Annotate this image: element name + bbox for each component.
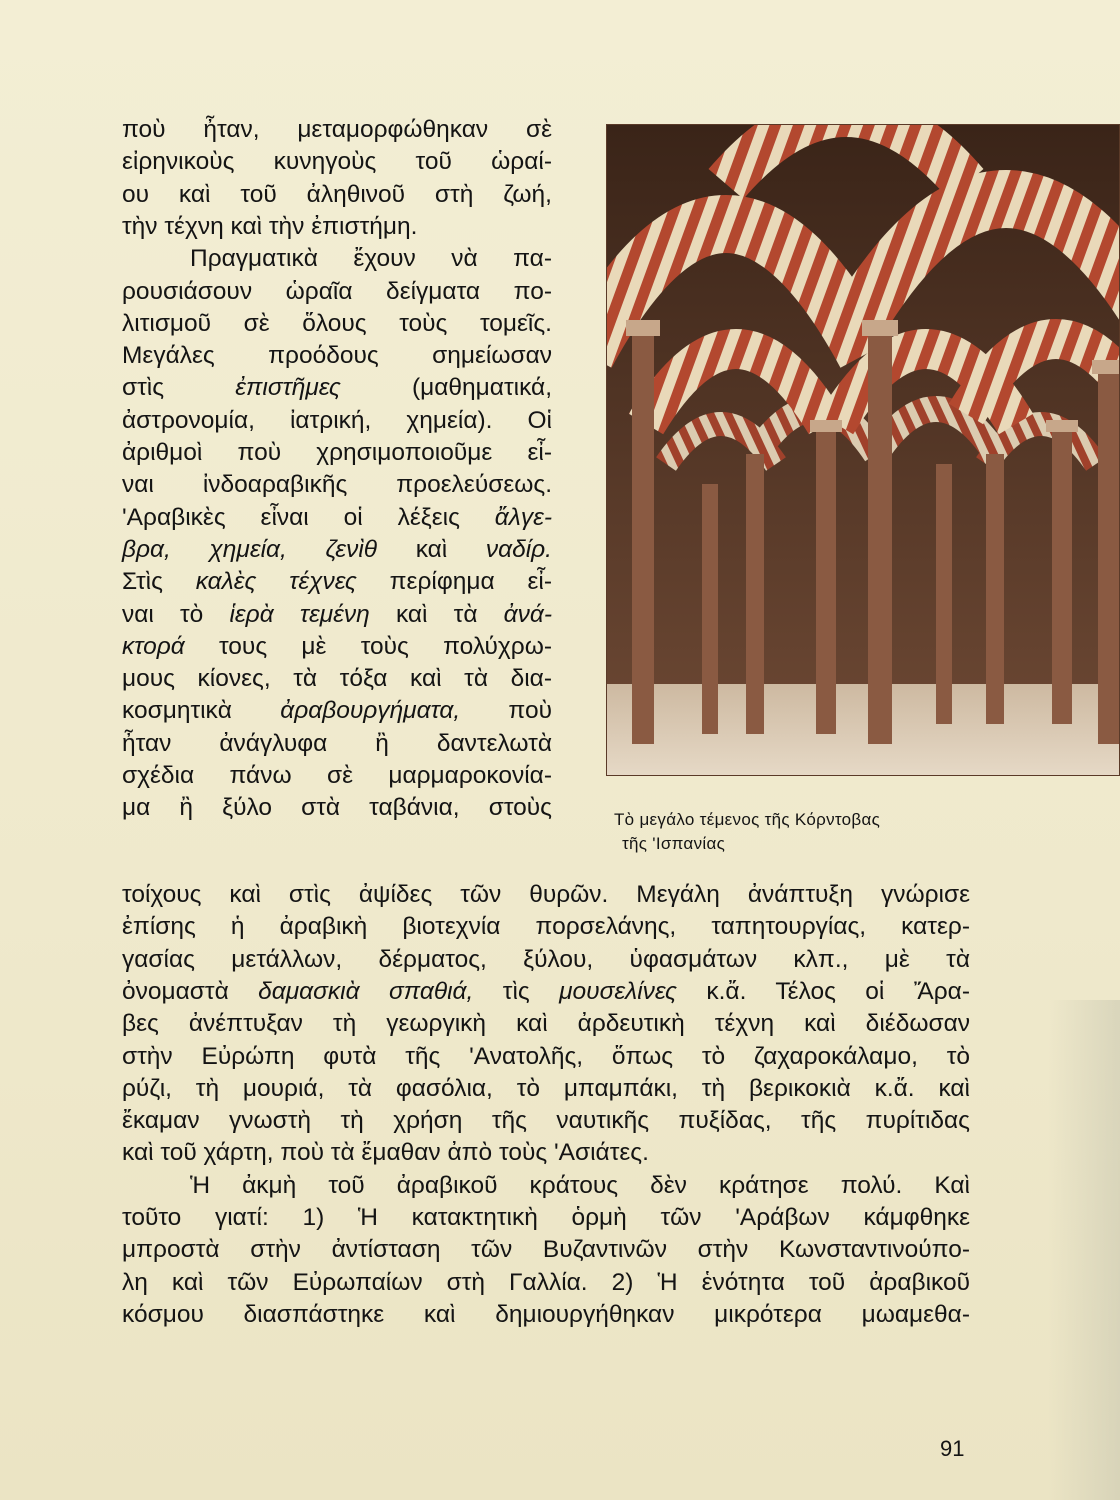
text-line xyxy=(122,1300,970,1330)
text-line xyxy=(122,277,552,307)
text-line xyxy=(122,696,552,726)
text-run: ἔκαμαν γνωστὴ τὴ χρήση τῆς ναυτικῆς πυξίδας, τῆς πυρίτιδας xyxy=(122,1107,970,1135)
italic-term: μουσελίνες xyxy=(559,977,677,1005)
text-run: τὴν τέχνη καὶ τὴν ἐπιστήμη. xyxy=(122,212,418,240)
figure-caption-line2: τῆς 'Ισπανίας xyxy=(622,834,726,853)
text-run: εἰρηνικοὺς κυνηγοὺς τοῦ ὡραί- xyxy=(122,148,552,176)
text-line xyxy=(122,470,552,500)
text-line xyxy=(122,212,552,242)
text-line xyxy=(122,503,552,533)
text-line xyxy=(122,147,552,177)
text-line xyxy=(122,880,970,910)
text-run: ναι ἰνδοαραβικῆς προελεύσεως. xyxy=(122,471,552,499)
text-run: ἦταν ἀνάγλυφα ἢ δαντελωτὰ xyxy=(122,729,552,757)
italic-term: δαμασκιὰ σπαθιά, xyxy=(258,977,474,1005)
text-run: καὶ τὰ xyxy=(369,600,504,628)
text-run: ὀνομαστὰ xyxy=(122,977,259,1005)
text-run: Ἡ ἀκμὴ τοῦ ἀραβικοῦ κράτους δὲν κράτησε πολύ. Καὶ xyxy=(190,1171,970,1199)
text-run: Μεγάλες προόδους σημείωσαν xyxy=(122,342,552,370)
text-run: ἀστρονομία, ἰατρική, χημεία). Οἱ xyxy=(122,406,552,434)
page-number: 91 xyxy=(940,1436,965,1461)
text-run: ρουσιάσουν ὡραῖα δείγματα πο- xyxy=(122,277,552,305)
text-run: ου καὶ τοῦ ἀληθινοῦ στὴ ζωή, xyxy=(122,180,552,208)
text-run: κοσμητικὰ xyxy=(122,697,281,725)
text-run: μα ἢ ξύλο στὰ ταβάνια, στοὺς xyxy=(122,794,552,822)
text-run: τους μὲ τοὺς πολύχρω- xyxy=(184,632,552,660)
text-line xyxy=(122,1009,970,1039)
text-line xyxy=(122,664,552,694)
text-run: γασίας μετάλλων, δέρματος, ξύλου, ὑφασμάτων κλπ., μὲ τὰ xyxy=(122,945,970,973)
text-line xyxy=(122,793,552,823)
text-run: μους κίονες, τὰ τόξα καὶ τὰ δια- xyxy=(122,665,552,693)
text-line xyxy=(122,761,552,791)
italic-term: καλὲς τέχνες xyxy=(195,568,357,596)
text-run: ναι τὸ xyxy=(122,600,230,628)
text-line xyxy=(122,632,552,662)
text-run: κόσμου διασπάστηκε καὶ δημιουργήθηκαν μικρότερα μωαμεθα- xyxy=(122,1300,970,1328)
text-line xyxy=(122,244,552,274)
text-run: καὶ xyxy=(377,535,486,563)
text-run: τοίχους καὶ στὶς ἀψίδες τῶν θυρῶν. Μεγάλη ἀνάπτυξη γνώρισε xyxy=(122,881,970,908)
text-line xyxy=(122,945,970,975)
text-line xyxy=(122,977,970,1007)
text-line xyxy=(122,309,552,339)
italic-term: ἄλγε- xyxy=(494,503,552,531)
text-run: κ.ἄ. Τέλος οἱ Ἄρα- xyxy=(676,977,970,1005)
text-line xyxy=(122,1074,970,1104)
text-run: (μαθηματικά, xyxy=(340,374,553,402)
text-line xyxy=(122,1138,970,1168)
text-line xyxy=(122,729,552,759)
text-run: λιτισμοῦ σὲ ὅλους τοὺς τομεῖς. xyxy=(122,309,552,337)
text-run: στὶς xyxy=(122,374,236,402)
text-line xyxy=(122,373,552,403)
text-run: τοῦτο γιατί: 1) Ἡ κατακτητικὴ ὁρμὴ τῶν 'Αράβων κάμφθηκε xyxy=(122,1204,970,1231)
text-run: σχέδια πάνω σὲ μαρμαροκονία- xyxy=(122,762,552,789)
text-run: 'Αραβικὲς εἶναι οἱ λέξεις xyxy=(122,503,495,531)
italic-term: ἀνά- xyxy=(503,600,552,628)
mosque-arches-illustration xyxy=(606,124,1120,776)
text-run: μπροστὰ στὴν ἀντίσταση τῶν Βυζαντινῶν στὴν Κωνσταντινούπο- xyxy=(122,1236,970,1264)
text-line xyxy=(122,180,552,210)
text-line xyxy=(122,912,970,942)
text-line xyxy=(122,1106,970,1136)
text-line xyxy=(122,1235,970,1265)
text-run: λη καὶ τῶν Εὐρωπαίων στὴ Γαλλία. 2) Ἡ ἑνότητα τοῦ ἀραβικοῦ xyxy=(122,1268,970,1296)
text-run: ρύζι, τὴ μουριά, τὰ φασόλια, τὸ μπαμπάκι, τὴ βερικοκιὰ κ.ἄ. καὶ xyxy=(122,1074,970,1102)
text-run: ποὺ ἦταν, μεταμορφώθηκαν σὲ xyxy=(122,116,552,143)
text-line xyxy=(122,438,552,468)
text-line xyxy=(122,341,552,371)
text-run: τὶς xyxy=(473,977,560,1005)
italic-term: βρα, χημεία, ζενὶθ xyxy=(122,535,378,563)
text-run: Στὶς xyxy=(122,568,196,596)
text-run: στὴν Εὐρώπη φυτὰ τῆς 'Ανατολῆς, ὅπως τὸ ζαχαροκάλαμο, τὸ xyxy=(122,1042,970,1070)
text-line xyxy=(122,1203,970,1233)
figure-caption-line1: Τὸ μεγάλο τέμενος τῆς Κόρντοβας xyxy=(614,810,881,829)
text-line xyxy=(122,115,552,145)
text-run: βες ἀνέπτυξαν τὴ γεωργικὴ καὶ ἀρδευτικὴ τέχνη καὶ διέδωσαν xyxy=(122,1010,970,1038)
text-line xyxy=(122,1042,970,1072)
text-line xyxy=(122,406,552,436)
mosque-photo xyxy=(606,124,1120,776)
italic-term: κτορά xyxy=(122,632,185,660)
italic-term: ἐπιστῆμες xyxy=(235,374,341,402)
page-edge-shadow xyxy=(1048,1000,1120,1500)
text-run: Πραγματικὰ ἔχουν νὰ πα- xyxy=(190,245,552,273)
text-line xyxy=(122,567,552,597)
text-line xyxy=(122,1171,970,1201)
italic-term: ἱερὰ τεμένη xyxy=(229,600,370,628)
text-run: ἀριθμοὶ ποὺ χρησιμοποιοῦμε εἶ- xyxy=(122,439,552,466)
text-run: καὶ τοῦ χάρτη, ποὺ τὰ ἔμαθαν ἀπὸ τοὺς 'Ασιάτες. xyxy=(122,1139,649,1167)
text-line xyxy=(122,535,552,565)
italic-term: ναδίρ. xyxy=(485,535,552,563)
text-run: περίφημα εἶ- xyxy=(356,568,552,596)
text-line xyxy=(122,600,552,630)
text-run: ποὺ xyxy=(460,697,552,725)
text-run: ἐπίσης ἡ ἀραβικὴ βιοτεχνία πορσελάνης, ταπητουργίας, κατερ- xyxy=(122,913,970,941)
text-line xyxy=(122,1268,970,1298)
italic-term: ἀραβουργήματα, xyxy=(280,697,461,725)
